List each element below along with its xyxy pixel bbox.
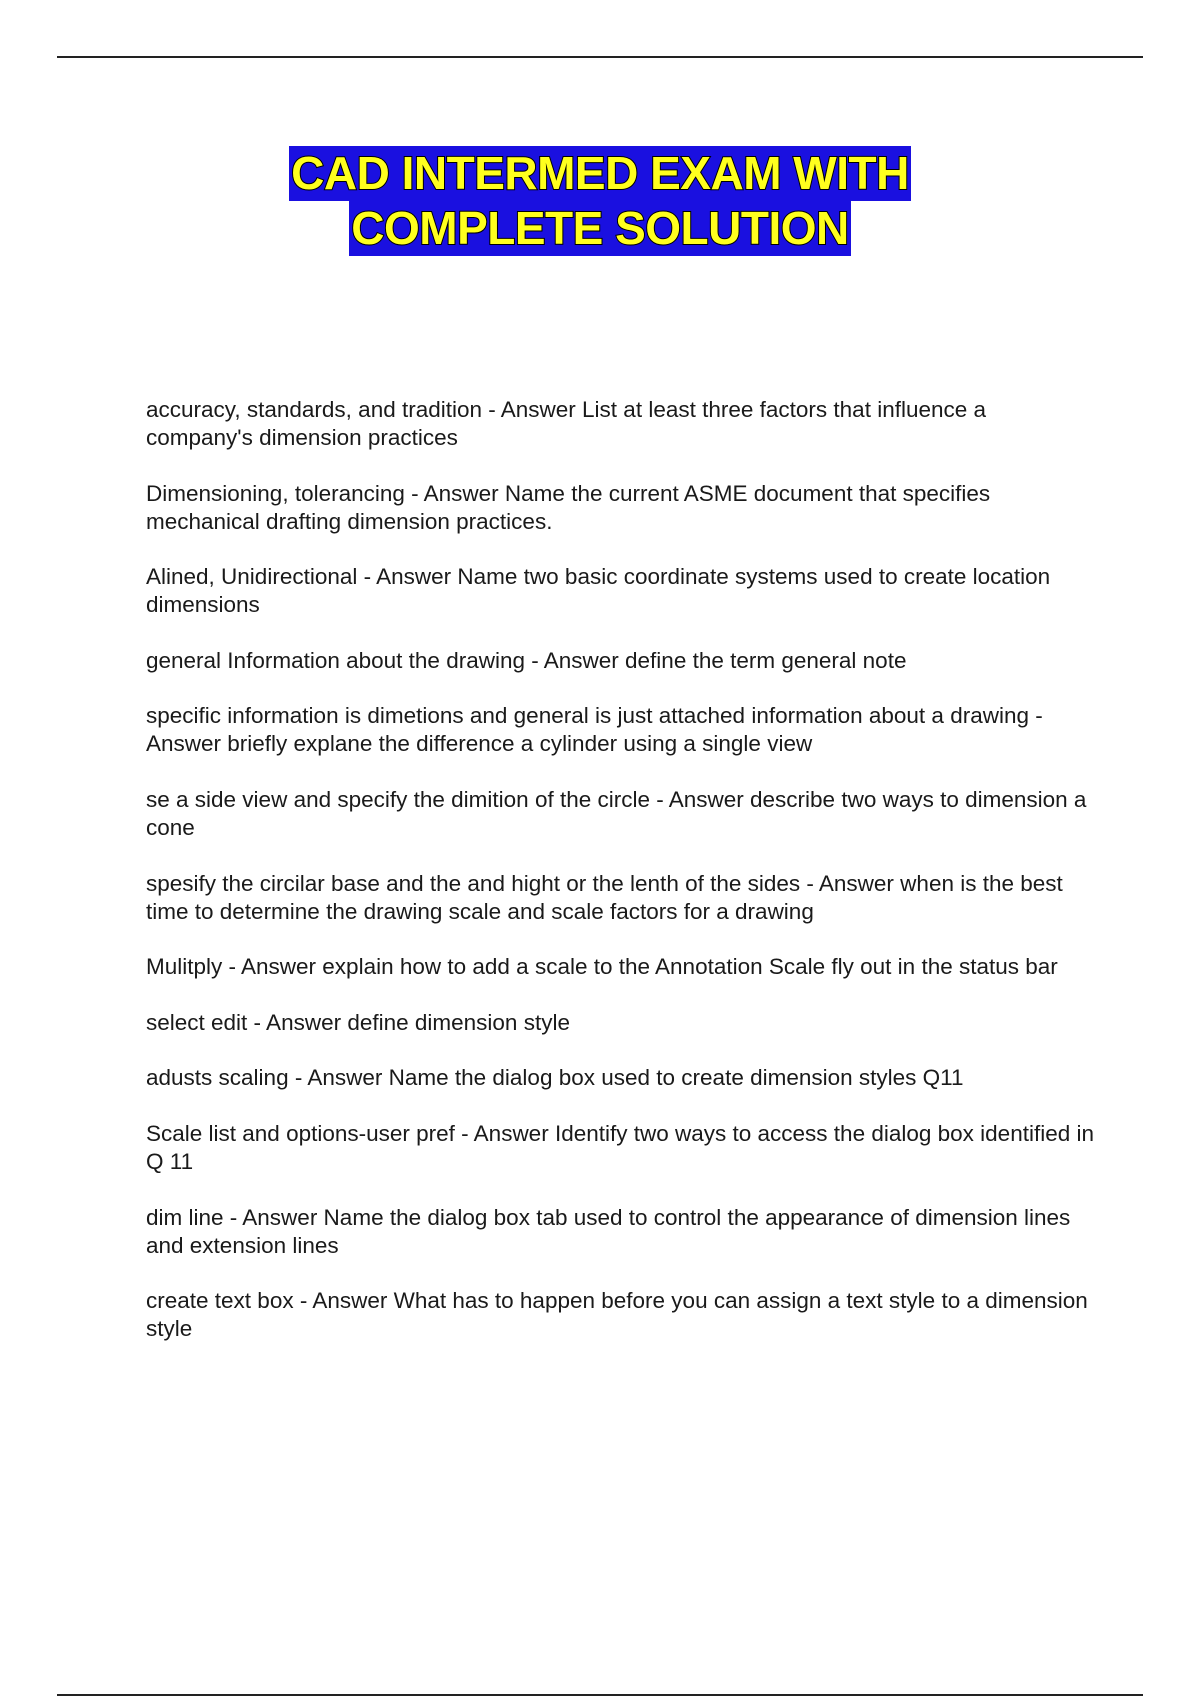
bottom-rule — [57, 1694, 1143, 1696]
qa-item: adusts scaling - Answer Name the dialog box used to create dimension styles Q11 — [146, 1065, 964, 1091]
qa-item: create text box - Answer What has to happen before you can assign a text style to a dimension style — [146, 1288, 1088, 1342]
qa-item: Mulitply - Answer explain how to add a scale to the Annotation Scale fly out in the status bar — [146, 954, 1058, 980]
question-answer-list — [146, 396, 1096, 1371]
title-line-2: COMPLETE SOLUTION — [351, 202, 849, 254]
qa-item: se a side view and specify the dimition of the circle - Answer describe two ways to dimension a cone — [146, 786, 1087, 840]
document-title — [0, 146, 1200, 256]
qa-item: dim line - Answer Name the dialog box tab used to control the appearance of dimension lines and extension lines — [146, 1204, 1071, 1258]
qa-item: specific information is dimetions and general is just attached information about a drawing - Answer briefly explane the difference a cylinder using a single view — [146, 703, 1043, 757]
qa-item: Dimensioning, tolerancing - Answer Name the current ASME document that specifies mechanical drafting dimension practices. — [146, 480, 991, 534]
qa-item: spesify the circilar base and the and hight or the lenth of the sides - Answer when is the best time to determine the drawing scale and scale factors for a drawing — [146, 870, 1063, 924]
qa-item: general Information about the drawing - Answer define the term general note — [146, 647, 907, 673]
top-rule — [57, 56, 1143, 58]
title-line-1: CAD INTERMED EXAM WITH — [291, 147, 909, 199]
qa-item: select edit - Answer define dimension style — [146, 1009, 570, 1035]
qa-item: Scale list and options-user pref - Answer Identify two ways to access the dialog box identified in Q 11 — [146, 1120, 1094, 1174]
qa-item: Alined, Unidirectional - Answer Name two basic coordinate systems used to create location dimensions — [146, 564, 1051, 618]
qa-item: accuracy, standards, and tradition - Answer List at least three factors that influence a company's dimension practices — [146, 397, 987, 450]
